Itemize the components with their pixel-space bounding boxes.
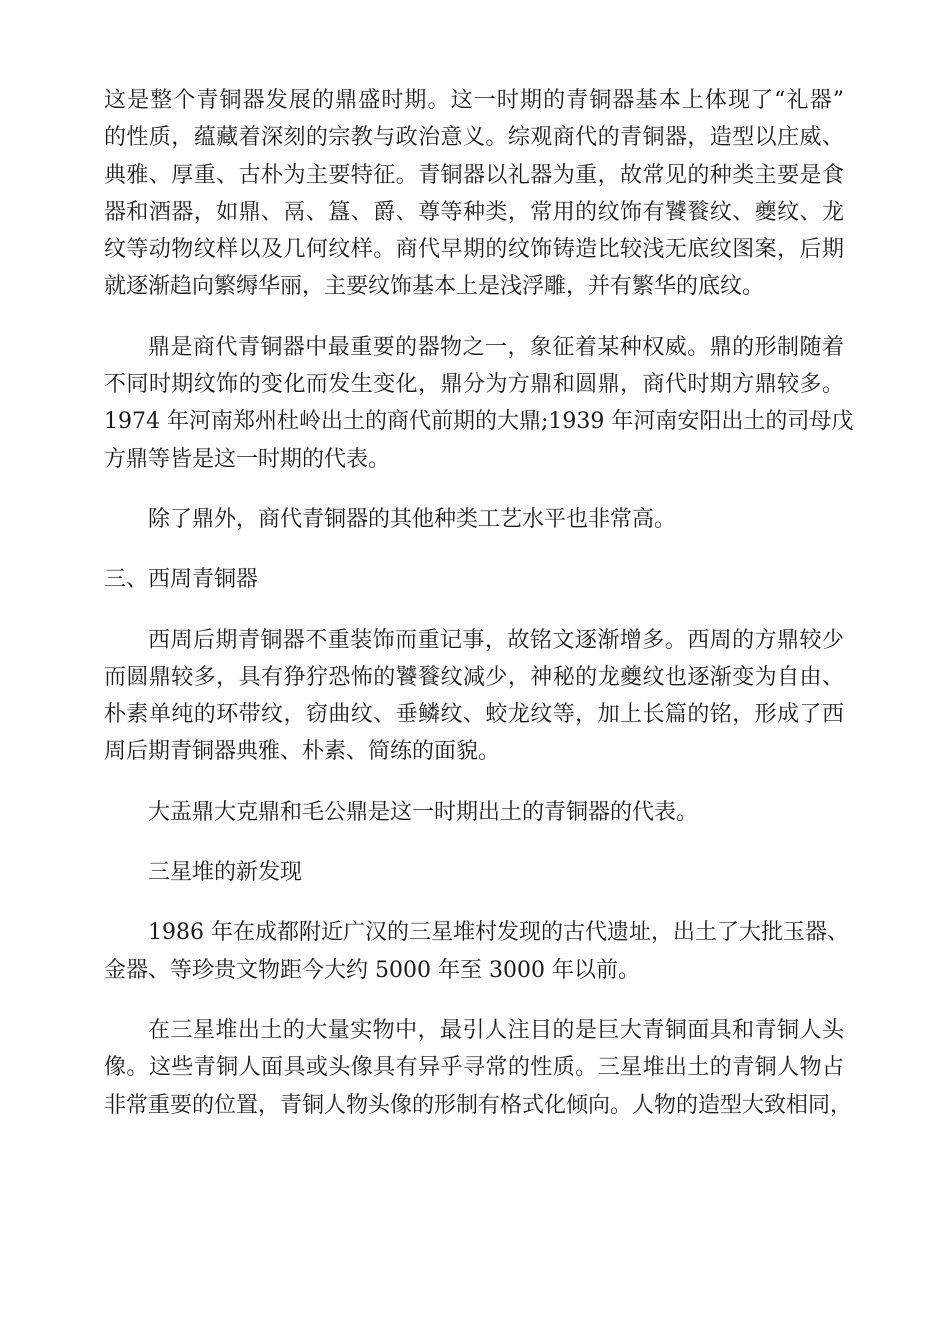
body-paragraph xyxy=(104,622,844,771)
text-line: 1974 年河南郑州杜岭出土的商代前期的大鼎;1939 年河南安阳出土的司母戊 xyxy=(104,409,854,435)
text-line: 在三星堆出土的大量实物中，最引人注目的是巨大青铜面具和青铜人头 xyxy=(148,1017,844,1043)
text-line: 三星堆的新发现 xyxy=(148,860,303,886)
body-paragraph xyxy=(104,501,844,538)
text-line: 纹等动物纹样以及几何纹样。商代早期的纹饰铸造比较浅无底纹图案，后期 xyxy=(104,237,844,263)
body-paragraph xyxy=(104,914,849,989)
text-line: 除了鼎外，商代青铜器的其他种类工艺水平也非常高。 xyxy=(148,506,677,532)
text-line: 这是整个青铜器发展的鼎盛时期。这一时期的青铜器基本上体现了“礼器” xyxy=(104,88,844,113)
text-line: 不同时期纹饰的变化而发生变化，鼎分为方鼎和圆鼎，商代时期方鼎较多。 xyxy=(104,372,844,398)
text-line: 1986 年在成都附近广汉的三星堆村发现的古代遗址，出土了大批玉器、 xyxy=(148,920,849,946)
text-line: 大盂鼎大克鼎和毛公鼎是这一时期出土的青铜器的代表。 xyxy=(148,799,699,825)
text-line: 非常重要的位置，青铜人物头像的形制有格式化倾向。人物的造型大致相同， xyxy=(104,1092,853,1118)
body-paragraph xyxy=(104,82,844,306)
body-paragraph xyxy=(104,794,844,831)
text-line: 而圆鼎较多，具有狰狞恐怖的饕餮纹减少，神秘的龙夔纹也逐渐变为自由、 xyxy=(104,664,844,690)
text-line: 三、西周青铜器 xyxy=(104,567,259,593)
text-line: 的性质，蕴藏着深刻的宗教与政治意义。综观商代的青铜器，造型以庄威、 xyxy=(104,125,844,151)
text-line: 西周后期青铜器不重装饰而重记事，故铭文逐渐增多。西周的方鼎较少 xyxy=(148,627,844,653)
body-paragraph xyxy=(104,1012,853,1124)
text-line: 鼎是商代青铜器中最重要的器物之一，象征着某种权威。鼎的形制随着 xyxy=(148,334,844,360)
body-paragraph xyxy=(104,329,854,478)
text-line: 周后期青铜器典雅、朴素、简练的面貌。 xyxy=(104,739,501,765)
text-line: 朴素单纯的环带纹，窃曲纹、垂鳞纹、蛟龙纹等，加上长篇的铭，形成了西 xyxy=(104,702,844,728)
text-line: 金器、等珍贵文物距今大约 5000 年至 3000 年以前。 xyxy=(104,957,640,983)
text-line: 像。这些青铜人面具或头像具有异乎寻常的性质。三星堆出土的青铜人物占 xyxy=(104,1055,844,1081)
section-heading xyxy=(104,561,844,598)
text-line: 典雅、厚重、古朴为主要特征。青铜器以礼器为重，故常见的种类主要是食 xyxy=(104,162,844,188)
body-paragraph xyxy=(104,854,844,891)
text-line: 方鼎等皆是这一时期的代表。 xyxy=(104,446,391,472)
document-page xyxy=(104,82,854,1147)
text-line: 就逐渐趋向繁缛华丽，主要纹饰基本上是浅浮雕，并有繁华的底纹。 xyxy=(104,274,765,300)
text-line: 器和酒器，如鼎、鬲、簋、爵、尊等种类，常用的纹饰有饕餮纹、夔纹、龙 xyxy=(104,199,844,225)
